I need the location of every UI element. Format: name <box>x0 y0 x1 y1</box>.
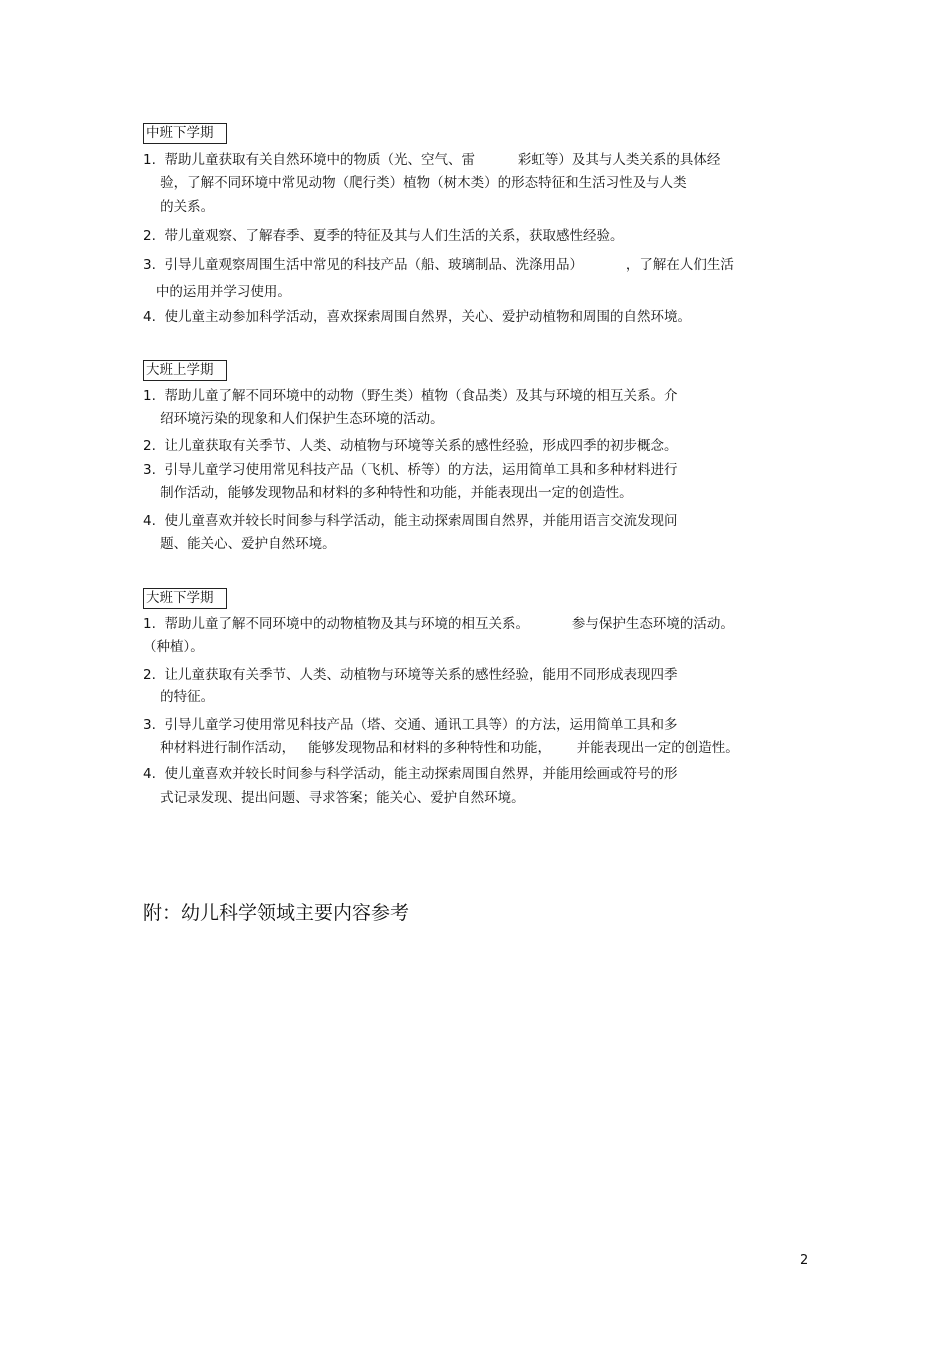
item-line: 式记录发现、提出问题、寻求答案；能关心、爱护自然环境。 <box>143 790 525 806</box>
item-line: 3. 引导儿童学习使用常见科技产品（飞机、桥等）的方法，运用简单工具和多种材料进行 <box>143 462 678 478</box>
section-middle-class-second-term <box>143 123 227 144</box>
item-line: 1. 帮助儿童了解不同环境中的动物植物及其与环境的相互关系。 参与保护生态环境的活动。 <box>143 616 734 632</box>
item-line: 2. 带儿童观察、了解春季、夏季的特征及其与人们生活的关系，获取感性经验。 <box>143 228 624 244</box>
item-line: 1. 帮助儿童了解不同环境中的动物（野生类）植物（食品类）及其与环境的相互关系。介 <box>143 388 678 404</box>
item-line: 4. 使儿童喜欢并较长时间参与科学活动，能主动探索周围自然界，并能用绘画或符号的形 <box>143 766 678 782</box>
item-line: 的特征。 <box>143 689 215 705</box>
section-title: 大班上学期 <box>143 360 227 381</box>
item-line: 制作活动，能够发现物品和材料的多种特性和功能，并能表现出一定的创造性。 <box>143 485 633 501</box>
item-line: 2. 让儿童获取有关季节、人类、动植物与环境等关系的感性经验，能用不同形成表现四季 <box>143 667 678 683</box>
item-line: 4. 使儿童主动参加科学活动，喜欢探索周围自然界，关心、爱护动植物和周围的自然环境。 <box>143 309 691 325</box>
item-line: （种植）。 <box>143 639 204 655</box>
section-senior-class-first-term <box>143 360 227 381</box>
item-line: 3. 引导儿童观察周围生活中常见的科技产品（船、玻璃制品、洗涤用品） ，了解在人们生活 <box>143 257 734 273</box>
item-line: 中的运用并学习使用。 <box>143 284 291 300</box>
item-line: 的关系。 <box>143 199 215 215</box>
section-title: 大班下学期 <box>143 588 227 609</box>
section-senior-class-second-term <box>143 588 227 609</box>
item-line: 验，了解不同环境中常见动物（爬行类）植物（树木类）的形态特征和生活习性及与人类 <box>143 175 687 191</box>
item-line: 1. 帮助儿童获取有关自然环境中的物质（光、空气、雷 彩虹等）及其与人类关系的具体经 <box>143 152 721 168</box>
appendix-title: 附：幼儿科学领域主要内容参考 <box>143 902 410 924</box>
page-number: 2 <box>800 1253 809 1268</box>
item-line: 2. 让儿童获取有关季节、人类、动植物与环境等关系的感性经验，形成四季的初步概念。 <box>143 438 678 454</box>
section-title: 中班下学期 <box>143 123 227 144</box>
item-line: 4. 使儿童喜欢并较长时间参与科学活动，能主动探索周围自然界，并能用语言交流发现问 <box>143 513 678 529</box>
item-line: 题、能关心、爱护自然环境。 <box>143 536 336 552</box>
item-line: 种材料进行制作活动， 能够发现物品和材料的多种特性和功能， 并能表现出一定的创造性。 <box>143 740 739 756</box>
item-line: 3. 引导儿童学习使用常见科技产品（塔、交通、通讯工具等）的方法，运用简单工具和多 <box>143 717 678 733</box>
item-line: 绍环境污染的现象和人们保护生态环境的活动。 <box>143 411 444 427</box>
